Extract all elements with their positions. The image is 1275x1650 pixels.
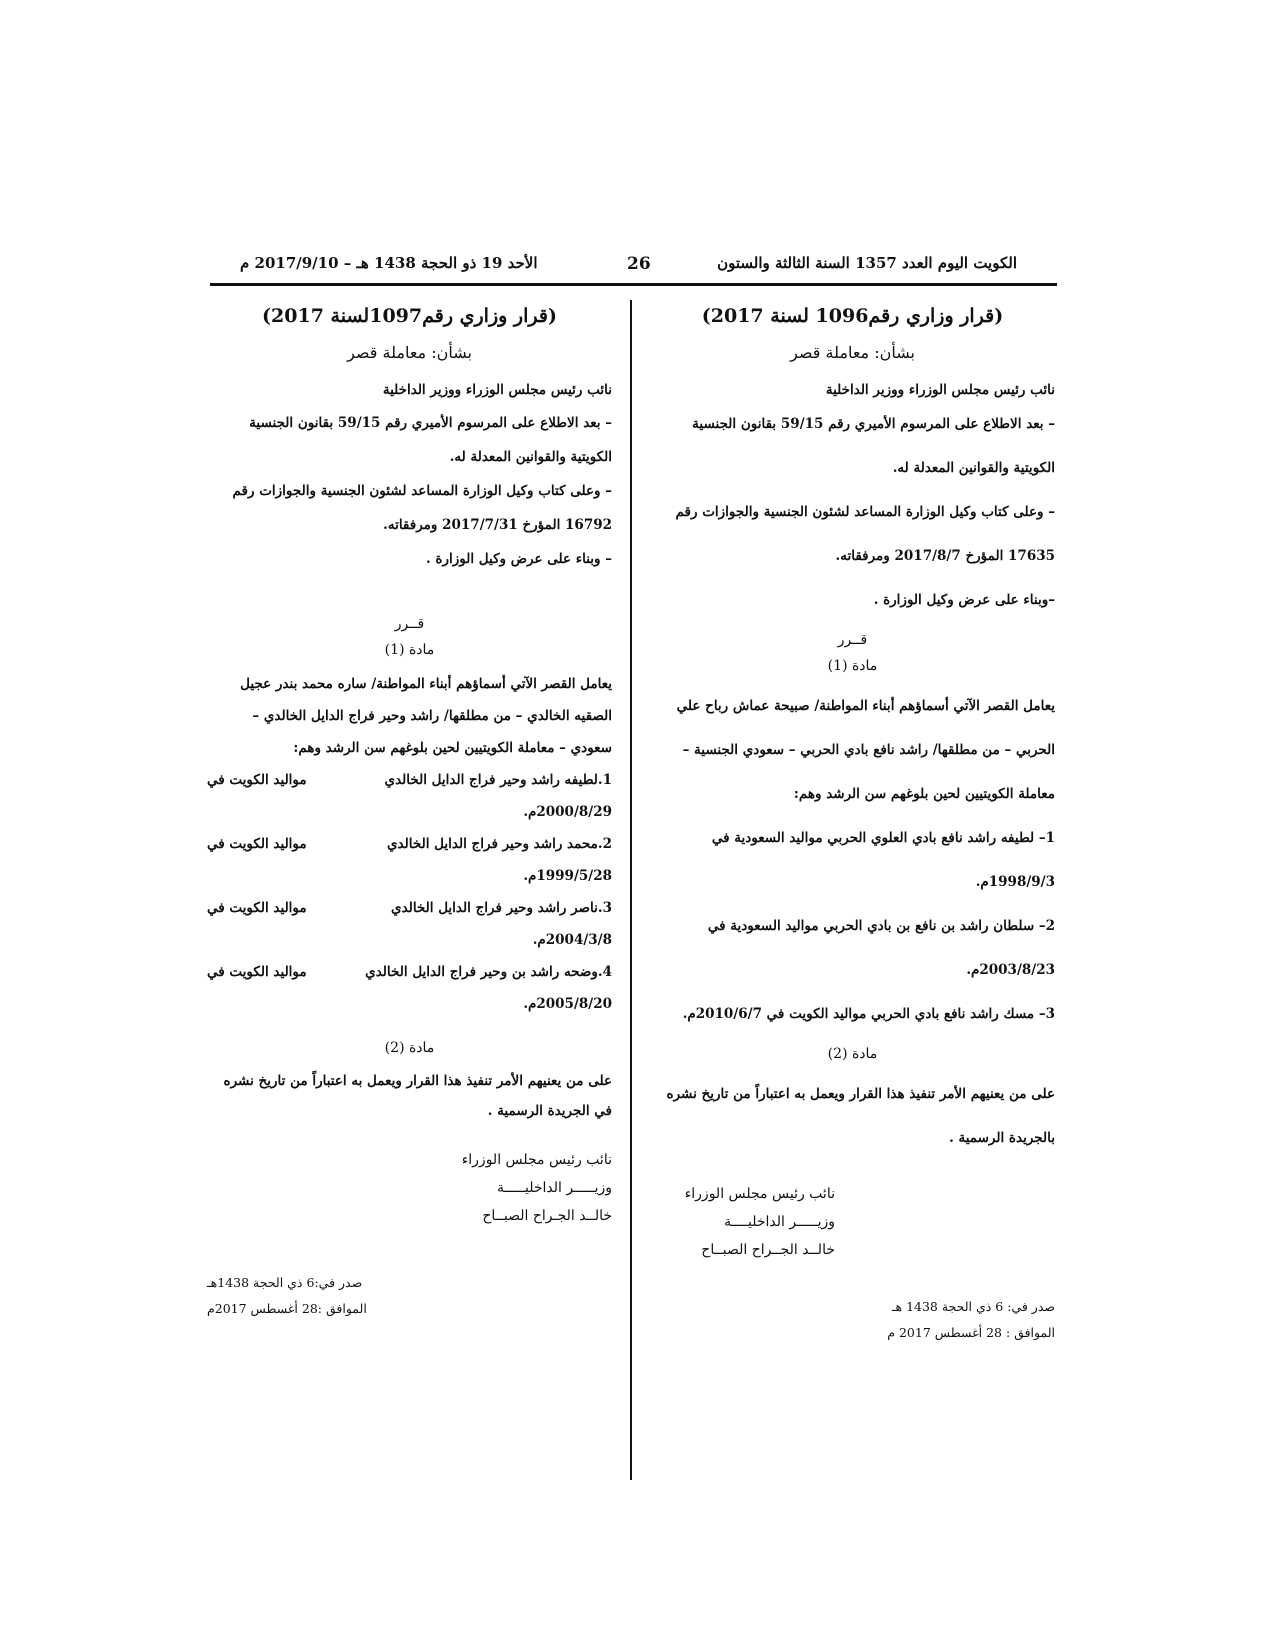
birth-date: 1999/5/28م. <box>523 868 612 884</box>
column-divider <box>630 300 632 1480</box>
header-rule <box>210 283 1057 286</box>
birthplace: مواليد الكويت في <box>207 836 307 852</box>
article-heading: مادة (2) <box>827 1046 878 1062</box>
issued-hijri: صدر في:6 ذي الحجة 1438هـ <box>207 1275 363 1290</box>
list-item: 3– مسك راشد نافع بادي الحربي مواليد الكويت في 2010/6/7م. <box>682 1006 1055 1022</box>
birthplace: مواليد الكويت في <box>207 964 307 980</box>
preamble-paragraph: – بعد الاطلاع على المرسوم الأميري رقم 59/15 بقانون الجنسية الكويتية والقوانين المعدلة له. <box>249 415 612 465</box>
decree-subject: بشأن: معاملة قصر <box>347 343 472 362</box>
preamble-paragraph: – وعلى كتاب وكيل الوزارة المساعد لشئون الجنسية والجوازات رقم 16792 المؤرخ 2017/7/31 ومرفقاته. <box>232 483 612 533</box>
list-item: 1– لطيفه راشد نافع بادي العلوي الحربي مواليد السعودية في 1998/9/3م. <box>711 830 1055 890</box>
article-heading: مادة (1) <box>827 658 878 674</box>
list-item <box>207 956 612 1020</box>
article-body: يعامل القصر الآتي أسماؤهم أبناء المواطنة/ ساره محمد بندر عجيل الصقيه الخالدي – من مطلقها/ راشد وحير فراج الدايل الخالدي – سعودي – معاملة الكويتيين لحين بلوغهم سن الرشد وهم: <box>240 676 612 756</box>
preamble-paragraph: – بعد الاطلاع على المرسوم الأميري رقم 59/15 بقانون الجنسية الكويتية والقوانين المعدلة له. <box>692 416 1055 476</box>
signature-block <box>207 1146 612 1230</box>
article-body: على من يعنيهم الأمر تنفيذ هذا القرار ويعمل به اعتباراً من تاريخ نشره بالجريدة الرسمية . <box>666 1086 1055 1146</box>
birth-date: 2000/8/29م. <box>523 804 612 820</box>
list-item <box>207 764 612 828</box>
decree-subject: بشأن: معاملة قصر <box>790 343 915 362</box>
signature-name: خالــد الجــراح الصبــاح <box>701 1242 835 1258</box>
decree-issuer: نائب رئيس مجلس الوزراء ووزير الداخلية <box>382 382 612 398</box>
signature-title: وزيـــــر الداخليــــة <box>724 1214 835 1230</box>
header-date: الأحد 19 ذو الحجة 1438 هـ – 2017/9/10 م <box>240 254 538 272</box>
birth-date: 2005/8/20م. <box>523 996 612 1012</box>
decree-title: (قرار وزاري رقم1096 لسنة 2017) <box>701 305 1004 327</box>
article-body: يعامل القصر الآتي أسماؤهم أبناء المواطنة/ صبيحة عماش رباح علي الحربي – من مطلقها/ راشد نافع بادي الحربي – سعودي الجنسية – معاملة الكويتيين لحين بلوغهم سن الرشد وهم: <box>676 698 1055 802</box>
list-item <box>207 828 612 892</box>
signature-title: نائب رئيس مجلس الوزراء <box>684 1186 835 1202</box>
article-heading: مادة (2) <box>384 1040 435 1056</box>
signature-title: وزيـــــر الداخليـــــة <box>496 1180 612 1196</box>
preamble-paragraph: – وعلى كتاب وكيل الوزارة المساعد لشئون الجنسية والجوازات رقم 17635 المؤرخ 2017/8/7 ومرفقاته. <box>675 504 1055 564</box>
issue-date-block <box>207 1270 612 1322</box>
signature-name: خالــد الجـراح الصبــاح <box>482 1208 612 1224</box>
birth-date: 2004/3/8م. <box>532 932 612 948</box>
header-issue-info: الكويت اليوم العدد 1357 السنة الثالثة والستون <box>717 254 1017 272</box>
decree-title: (قرار وزاري رقم1097لسنة 2017) <box>262 305 557 327</box>
signature-title: نائب رئيس مجلس الوزراء <box>461 1152 612 1168</box>
decree-1096 <box>650 305 1055 1346</box>
decree-issuer: نائب رئيس مجلس الوزراء ووزير الداخلية <box>825 382 1055 398</box>
birthplace: مواليد الكويت في <box>207 900 307 916</box>
issued-hijri: صدر في: 6 ذي الحجة 1438 هـ <box>891 1299 1055 1314</box>
article-body: على من يعنيهم الأمر تنفيذ هذا القرار ويعمل به اعتباراً من تاريخ نشره في الجريدة الرسمية . <box>223 1073 612 1119</box>
child-name: 3.ناصر راشد وحير فراج الدايل الخالدي <box>391 900 612 916</box>
decree-1097 <box>207 305 612 1322</box>
decided-heading: قــرر <box>837 632 868 648</box>
child-name: 2.محمد راشد وحير فراج الدايل الخالدي <box>386 836 612 852</box>
page-number: 26 <box>627 254 651 274</box>
decided-heading: قــرر <box>394 616 425 632</box>
list-item <box>207 892 612 956</box>
list-item: 2– سلطان راشد بن نافع بن بادي الحربي مواليد السعودية في 2003/8/23م. <box>707 918 1055 978</box>
preamble-paragraph: –وبناء على عرض وكيل الوزارة . <box>873 592 1055 608</box>
signature-block <box>650 1180 835 1264</box>
child-name: 4.وضحه راشد بن وحير فراج الدايل الخالدي <box>365 964 612 980</box>
article-heading: مادة (1) <box>384 642 435 658</box>
preamble-paragraph: – وبناء على عرض وكيل الوزارة . <box>425 551 612 567</box>
birthplace: مواليد الكويت في <box>207 772 307 788</box>
issued-gregorian: الموافق : 28 أغسطس 2017 م <box>887 1325 1055 1340</box>
issue-date-block <box>650 1294 1055 1346</box>
child-name: 1.لطيفه راشد وحير فراج الدايل الخالدي <box>384 772 612 788</box>
issued-gregorian: الموافق :28 أغسطس 2017م <box>207 1301 367 1316</box>
